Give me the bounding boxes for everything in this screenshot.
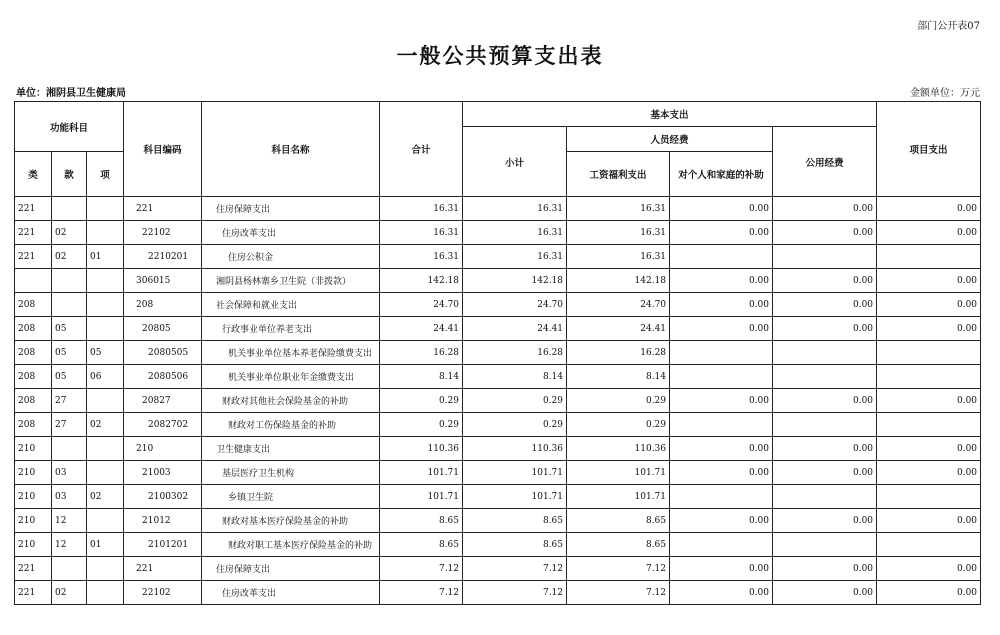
cell-xiang: 06: [87, 365, 124, 389]
cell-wages: 8.14: [567, 365, 670, 389]
amount-unit-label: 金额单位：万元: [910, 88, 980, 99]
cell-public-funds: 0.00: [773, 557, 877, 581]
cell-kuan: 12: [52, 533, 87, 557]
cell-lei: 221: [15, 221, 52, 245]
cell-xiang: 02: [87, 413, 124, 437]
cell-project: 0.00: [877, 509, 981, 533]
cell-kuan: 27: [52, 413, 87, 437]
cell-subsidies: [670, 533, 773, 557]
cell-lei: 221: [15, 557, 52, 581]
table-row: [15, 509, 981, 533]
cell-subtotal: 101.71: [463, 485, 567, 509]
table-row: [15, 557, 981, 581]
table-row: [15, 365, 981, 389]
cell-subject-code: 221: [124, 557, 202, 581]
cell-total: 142.18: [380, 269, 463, 293]
cell-subsidies: [670, 245, 773, 269]
cell-subsidies: 0.00: [670, 581, 773, 605]
cell-project: [877, 341, 981, 365]
cell-xiang: [87, 269, 124, 293]
cell-wages: 0.29: [567, 413, 670, 437]
cell-subject-code: 2101201: [124, 533, 202, 557]
table-row: [15, 437, 981, 461]
cell-subject-name: 住房保障支出: [202, 197, 380, 221]
cell-total: 24.70: [380, 293, 463, 317]
cell-lei: 208: [15, 413, 52, 437]
table-row: [15, 341, 981, 365]
cell-public-funds: 0.00: [773, 389, 877, 413]
cell-subsidies: [670, 485, 773, 509]
cell-kuan: 05: [52, 341, 87, 365]
cell-xiang: [87, 317, 124, 341]
cell-project: 0.00: [877, 581, 981, 605]
cell-wages: 110.36: [567, 437, 670, 461]
cell-subject-name: 湘阴县杨林寨乡卫生院（非拨款）: [202, 269, 380, 293]
cell-subtotal: 24.70: [463, 293, 567, 317]
cell-kuan: 05: [52, 317, 87, 341]
cell-subject-name: 财政对工伤保险基金的补助: [202, 413, 380, 437]
table-row: [15, 389, 981, 413]
cell-xiang: [87, 197, 124, 221]
header-subject-code: 科目编码: [124, 102, 202, 197]
cell-project: [877, 365, 981, 389]
cell-xiang: [87, 389, 124, 413]
cell-subject-code: 21003: [124, 461, 202, 485]
cell-total: 101.71: [380, 461, 463, 485]
page-title: 一般公共预算支出表: [396, 44, 604, 68]
cell-wages: 16.31: [567, 197, 670, 221]
cell-subsidies: 0.00: [670, 221, 773, 245]
cell-public-funds: 0.00: [773, 197, 877, 221]
cell-public-funds: 0.00: [773, 437, 877, 461]
cell-total: 0.29: [380, 413, 463, 437]
cell-wages: 16.31: [567, 245, 670, 269]
cell-total: 101.71: [380, 485, 463, 509]
cell-public-funds: 0.00: [773, 269, 877, 293]
cell-subtotal: 7.12: [463, 581, 567, 605]
cell-public-funds: 0.00: [773, 221, 877, 245]
cell-total: 16.31: [380, 221, 463, 245]
cell-project: 0.00: [877, 269, 981, 293]
cell-subtotal: 101.71: [463, 461, 567, 485]
cell-project: [877, 533, 981, 557]
cell-xiang: [87, 437, 124, 461]
cell-public-funds: [773, 245, 877, 269]
cell-subject-code: 2100302: [124, 485, 202, 509]
cell-public-funds: [773, 341, 877, 365]
cell-subsidies: 0.00: [670, 269, 773, 293]
table-row: [15, 581, 981, 605]
cell-lei: 208: [15, 365, 52, 389]
cell-subsidies: 0.00: [670, 461, 773, 485]
cell-subsidies: 0.00: [670, 557, 773, 581]
cell-subject-code: 210: [124, 437, 202, 461]
cell-subject-name: 卫生健康支出: [202, 437, 380, 461]
cell-total: 0.29: [380, 389, 463, 413]
cell-public-funds: 0.00: [773, 293, 877, 317]
cell-wages: 8.65: [567, 533, 670, 557]
cell-public-funds: [773, 533, 877, 557]
cell-xiang: [87, 581, 124, 605]
cell-xiang: 01: [87, 245, 124, 269]
cell-subtotal: 16.28: [463, 341, 567, 365]
cell-subtotal: 16.31: [463, 221, 567, 245]
cell-kuan: 02: [52, 581, 87, 605]
cell-project: 0.00: [877, 317, 981, 341]
cell-subject-code: 22102: [124, 581, 202, 605]
cell-lei: 208: [15, 389, 52, 413]
cell-subject-name: 住房公积金: [202, 245, 380, 269]
cell-kuan: [52, 197, 87, 221]
cell-xiang: [87, 557, 124, 581]
cell-subsidies: 0.00: [670, 389, 773, 413]
cell-lei: 221: [15, 197, 52, 221]
cell-subsidies: 0.00: [670, 437, 773, 461]
table-row: [15, 533, 981, 557]
cell-project: [877, 485, 981, 509]
table-row: [15, 461, 981, 485]
cell-public-funds: [773, 413, 877, 437]
cell-subject-code: 20827: [124, 389, 202, 413]
form-number: 部门公开表07: [917, 21, 980, 32]
cell-lei: 210: [15, 485, 52, 509]
cell-public-funds: [773, 485, 877, 509]
cell-wages: 101.71: [567, 485, 670, 509]
cell-project: 0.00: [877, 437, 981, 461]
cell-project: [877, 245, 981, 269]
cell-subsidies: [670, 365, 773, 389]
table-body: [15, 197, 981, 605]
cell-xiang: 02: [87, 485, 124, 509]
cell-project: 0.00: [877, 461, 981, 485]
cell-subject-code: 2080506: [124, 365, 202, 389]
cell-subject-code: 22102: [124, 221, 202, 245]
cell-kuan: 12: [52, 509, 87, 533]
cell-subject-code: 2080505: [124, 341, 202, 365]
cell-public-funds: 0.00: [773, 461, 877, 485]
table-row: [15, 317, 981, 341]
cell-subject-code: 2082702: [124, 413, 202, 437]
cell-subject-code: 20805: [124, 317, 202, 341]
cell-subject-name: 基层医疗卫生机构: [202, 461, 380, 485]
table-row: [15, 413, 981, 437]
cell-subject-code: 221: [124, 197, 202, 221]
cell-total: 8.65: [380, 533, 463, 557]
cell-subject-name: 财政对其他社会保险基金的补助: [202, 389, 380, 413]
cell-subtotal: 8.65: [463, 533, 567, 557]
cell-total: 7.12: [380, 581, 463, 605]
cell-total: 16.31: [380, 197, 463, 221]
cell-subsidies: 0.00: [670, 509, 773, 533]
cell-subsidies: [670, 341, 773, 365]
cell-total: 7.12: [380, 557, 463, 581]
header-kuan: 款: [52, 152, 87, 197]
cell-subtotal: 24.41: [463, 317, 567, 341]
cell-subject-code: 208: [124, 293, 202, 317]
cell-wages: 101.71: [567, 461, 670, 485]
cell-subsidies: 0.00: [670, 317, 773, 341]
cell-wages: 16.28: [567, 341, 670, 365]
table-row: [15, 197, 981, 221]
cell-subject-code: 2210201: [124, 245, 202, 269]
cell-project: [877, 413, 981, 437]
header-function-subject: 功能科目: [15, 102, 124, 152]
cell-kuan: [52, 437, 87, 461]
cell-subsidies: [670, 413, 773, 437]
cell-kuan: 27: [52, 389, 87, 413]
header-public-funds: 公用经费: [773, 127, 877, 197]
cell-subsidies: 0.00: [670, 293, 773, 317]
cell-subtotal: 0.29: [463, 389, 567, 413]
cell-subtotal: 16.31: [463, 245, 567, 269]
cell-xiang: [87, 221, 124, 245]
cell-project: 0.00: [877, 197, 981, 221]
cell-subject-name: 住房改革支出: [202, 581, 380, 605]
cell-wages: 16.31: [567, 221, 670, 245]
cell-lei: [15, 269, 52, 293]
cell-xiang: [87, 293, 124, 317]
cell-xiang: 01: [87, 533, 124, 557]
cell-lei: 210: [15, 509, 52, 533]
table-row: [15, 245, 981, 269]
table-row: [15, 485, 981, 509]
cell-wages: 24.41: [567, 317, 670, 341]
cell-lei: 221: [15, 245, 52, 269]
cell-lei: 208: [15, 341, 52, 365]
header-xiang: 项: [87, 152, 124, 197]
cell-kuan: 02: [52, 221, 87, 245]
cell-total: 16.28: [380, 341, 463, 365]
cell-lei: 208: [15, 293, 52, 317]
cell-wages: 142.18: [567, 269, 670, 293]
cell-subject-name: 社会保障和就业支出: [202, 293, 380, 317]
cell-subsidies: 0.00: [670, 197, 773, 221]
cell-project: 0.00: [877, 221, 981, 245]
cell-subject-name: 住房保障支出: [202, 557, 380, 581]
cell-kuan: 03: [52, 461, 87, 485]
cell-wages: 7.12: [567, 581, 670, 605]
cell-subtotal: 7.12: [463, 557, 567, 581]
cell-lei: 221: [15, 581, 52, 605]
cell-wages: 24.70: [567, 293, 670, 317]
cell-public-funds: [773, 365, 877, 389]
table-row: [15, 269, 981, 293]
cell-kuan: [52, 269, 87, 293]
cell-subject-code: 21012: [124, 509, 202, 533]
cell-subtotal: 142.18: [463, 269, 567, 293]
cell-total: 16.31: [380, 245, 463, 269]
budget-table: [14, 101, 981, 605]
cell-public-funds: 0.00: [773, 509, 877, 533]
cell-kuan: [52, 557, 87, 581]
cell-subtotal: 8.14: [463, 365, 567, 389]
header-basic-expenditure: 基本支出: [463, 102, 877, 127]
cell-lei: 210: [15, 461, 52, 485]
cell-kuan: [52, 293, 87, 317]
header-personnel: 人员经费: [567, 127, 773, 152]
cell-subject-name: 财政对职工基本医疗保险基金的补助: [202, 533, 380, 557]
header-lei: 类: [15, 152, 52, 197]
header-subtotal: 小计: [463, 127, 567, 197]
unit-label: 单位：湘阴县卫生健康局: [16, 88, 126, 99]
header-subject-name: 科目名称: [202, 102, 380, 197]
cell-xiang: 05: [87, 341, 124, 365]
cell-public-funds: 0.00: [773, 317, 877, 341]
cell-kuan: 05: [52, 365, 87, 389]
cell-total: 8.14: [380, 365, 463, 389]
cell-project: 0.00: [877, 557, 981, 581]
cell-total: 24.41: [380, 317, 463, 341]
cell-lei: 210: [15, 437, 52, 461]
cell-lei: 208: [15, 317, 52, 341]
cell-subtotal: 0.29: [463, 413, 567, 437]
cell-wages: 8.65: [567, 509, 670, 533]
cell-xiang: [87, 461, 124, 485]
cell-lei: 210: [15, 533, 52, 557]
cell-subject-name: 财政对基本医疗保险基金的补助: [202, 509, 380, 533]
cell-subject-code: 306015: [124, 269, 202, 293]
table-row: [15, 293, 981, 317]
cell-subject-name: 乡镇卫生院: [202, 485, 380, 509]
cell-wages: 7.12: [567, 557, 670, 581]
cell-subtotal: 16.31: [463, 197, 567, 221]
cell-project: 0.00: [877, 389, 981, 413]
header-project-expenditure: 项目支出: [877, 102, 981, 197]
cell-subtotal: 110.36: [463, 437, 567, 461]
cell-total: 8.65: [380, 509, 463, 533]
cell-subject-name: 住房改革支出: [202, 221, 380, 245]
cell-subject-name: 机关事业单位职业年金缴费支出: [202, 365, 380, 389]
cell-project: 0.00: [877, 293, 981, 317]
cell-wages: 0.29: [567, 389, 670, 413]
cell-total: 110.36: [380, 437, 463, 461]
cell-xiang: [87, 509, 124, 533]
cell-kuan: 02: [52, 245, 87, 269]
table-row: [15, 221, 981, 245]
cell-subtotal: 8.65: [463, 509, 567, 533]
cell-kuan: 03: [52, 485, 87, 509]
header-total: 合计: [380, 102, 463, 197]
cell-public-funds: 0.00: [773, 581, 877, 605]
header-wages: 工资福利支出: [567, 152, 670, 197]
cell-subject-name: 行政事业单位养老支出: [202, 317, 380, 341]
cell-subject-name: 机关事业单位基本养老保险缴费支出: [202, 341, 380, 365]
header-subsidies: 对个人和家庭的补助: [670, 152, 773, 197]
